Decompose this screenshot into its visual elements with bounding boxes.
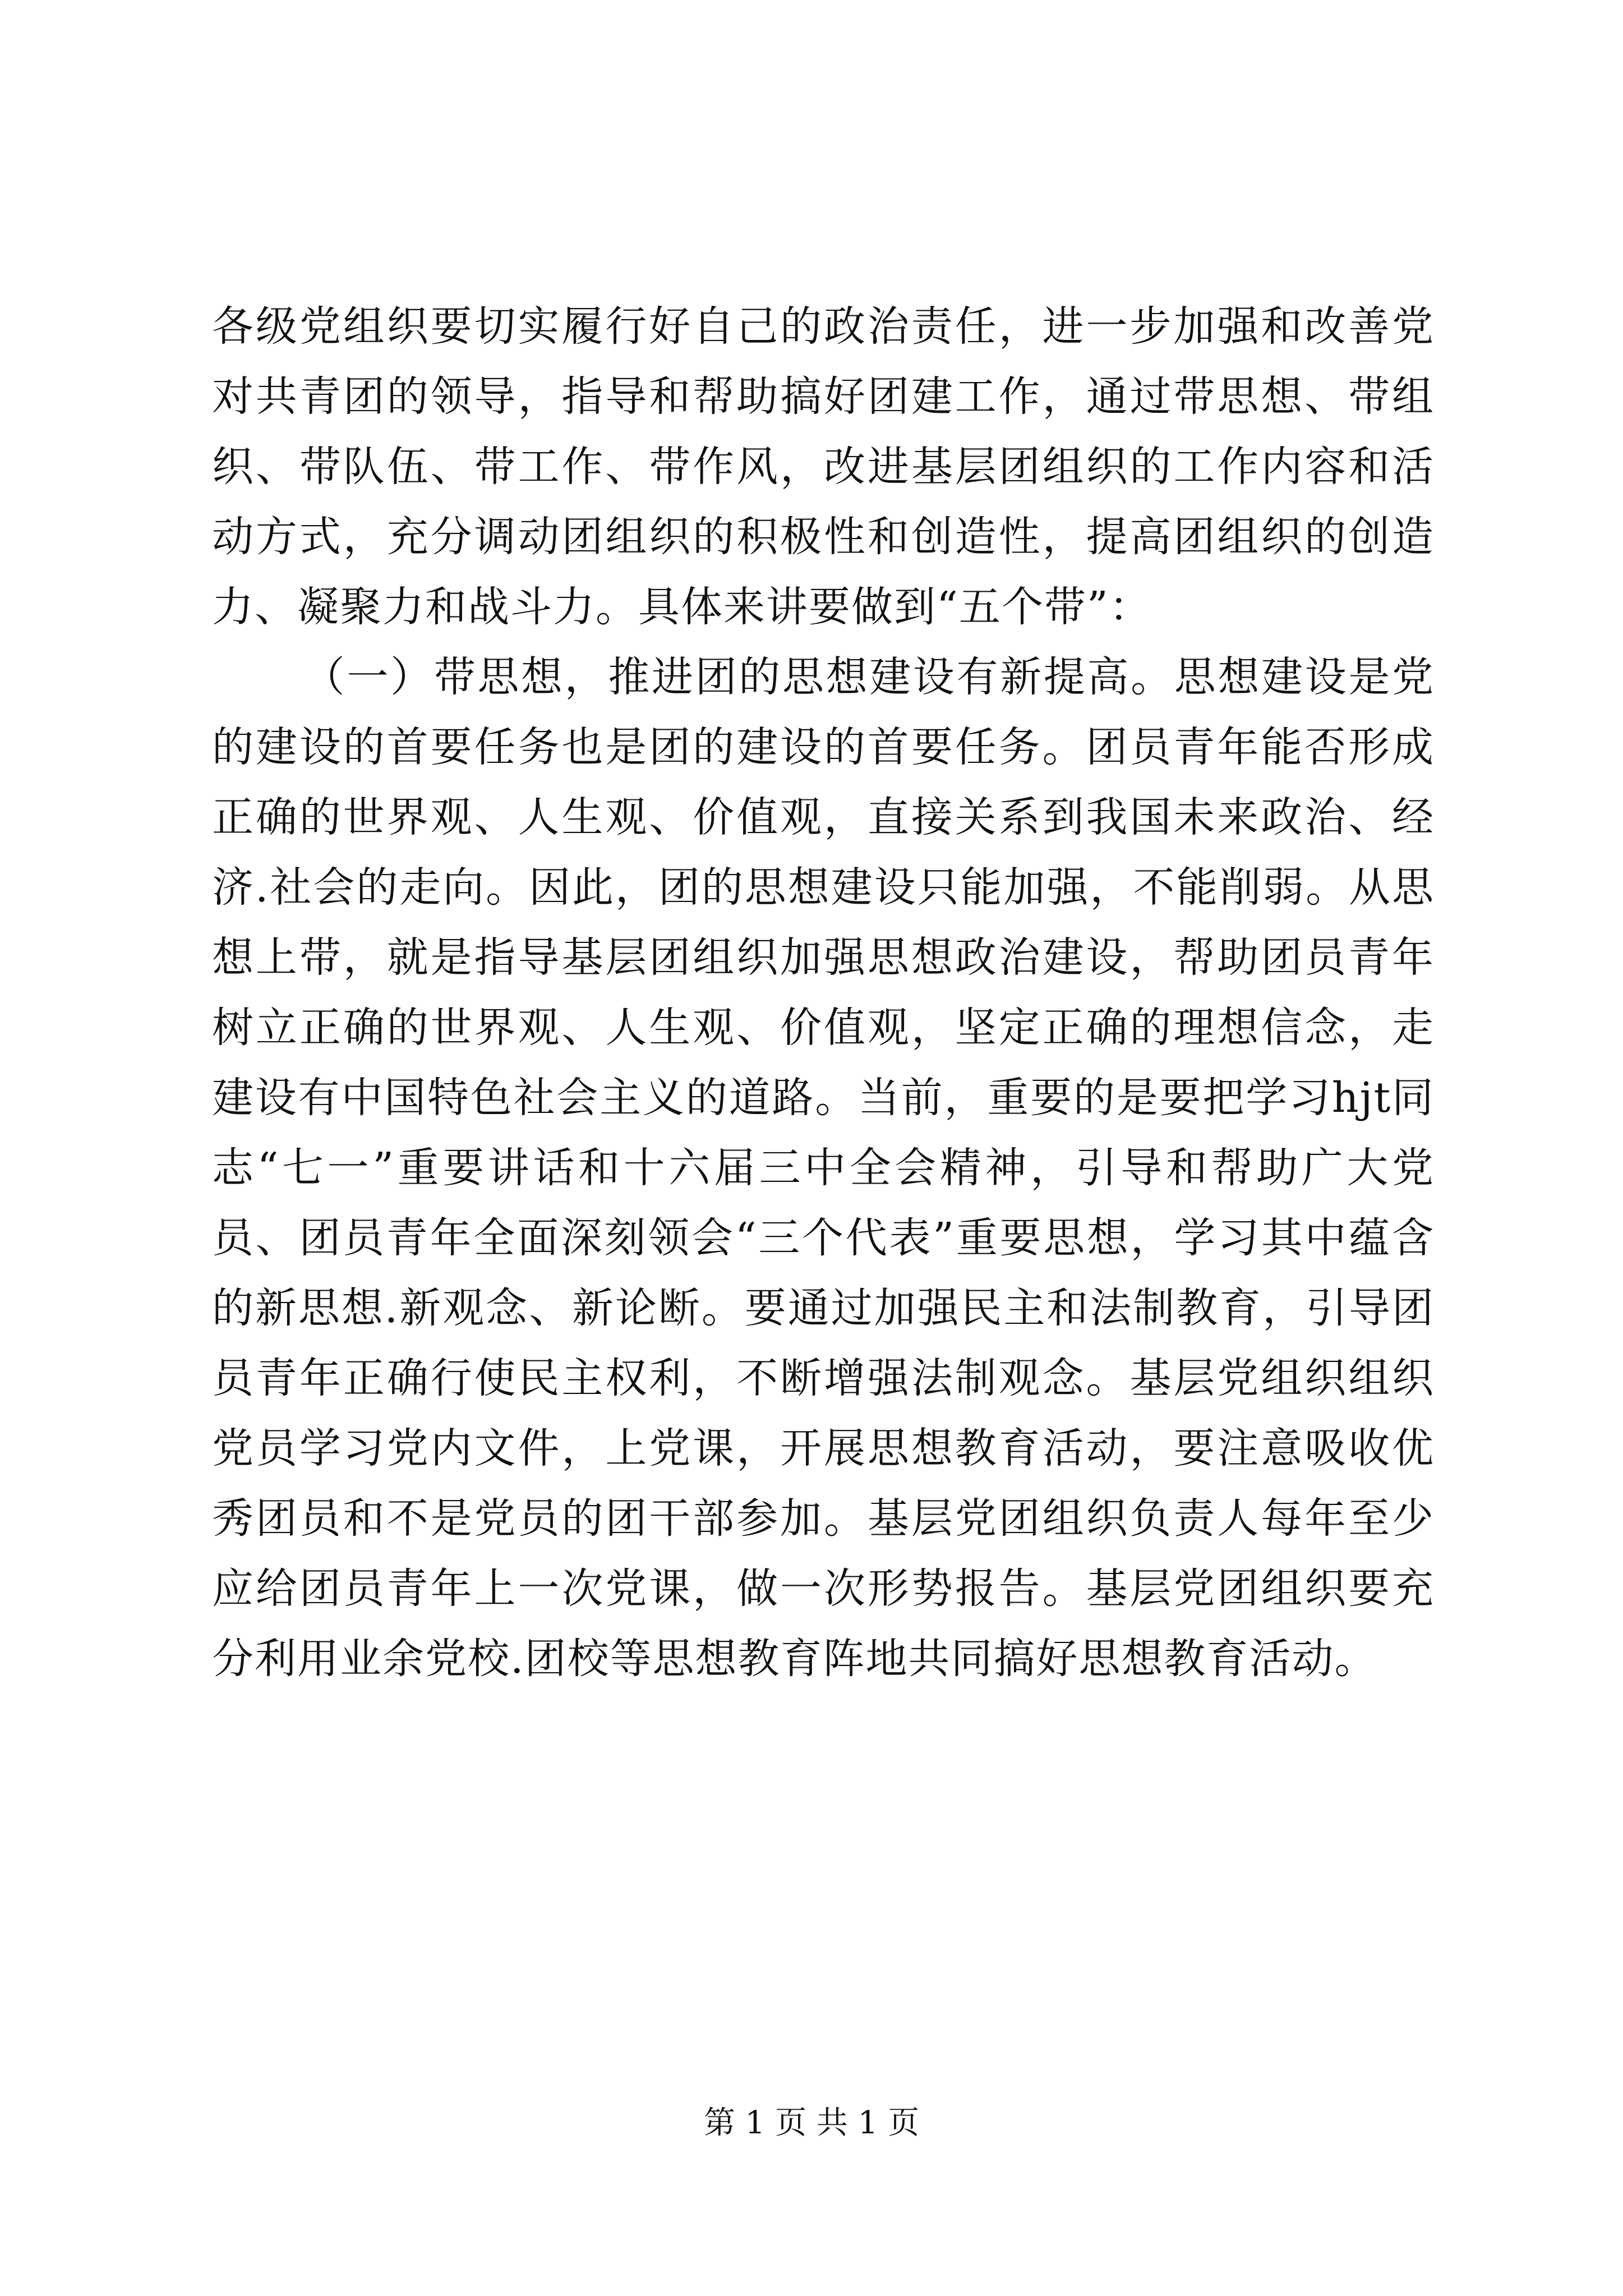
- document-body: [212, 292, 1435, 1694]
- paragraph-section-1: （一）带思想，推进团的思想建设有新提高。思想建设是党的建设的首要任务也是团的建设的首要任务。团员青年能否形成正确的世界观、人生观、价值观，直接关系到我国未来政治、经济.社会的走向。因此，团的思想建设只能加强，不能削弱。从思想上带，就是指导基层团组织加强思想政治建设，帮助团员青年树立正确的世界观、人生观、价值观，坚定正确的理想信念，走建设有中国特色社会主义的道路。当前，重要的是要把学习hjt同志“七一”重要讲话和十六届三中全会精神，引导和帮助广大党员、团员青年全面深刻领会“三个代表”重要思想，学习其中蕴含的新思想.新观念、新论断。要通过加强民主和法制教育，引导团员青年正确行使民主权利，不断增强法制观念。基层党组织组织党员学习党内文件，上党课，开展思想教育活动，要注意吸收优秀团员和不是党员的团干部参加。基层党团组织负责人每年至少应给团员青年上一次党课，做一次形势报告。基层党团组织要充分利用业余党校.团校等思想教育阵地共同搞好思想教育活动。: [212, 653, 1435, 1683]
- paragraph-intro: 各级党组织要切实履行好自己的政治责任，进一步加强和改善党对共青团的领导，指导和帮助搞好团建工作，通过带思想、带组织、带队伍、带工作、带作风，改进基层团组织的工作内容和活动方式，充分调动团组织的积极性和创造性，提高团组织的创造力、凝聚力和战斗力。具体来讲要做到“五个带”：: [212, 302, 1435, 631]
- page-footer: 第 1 页 共 1 页: [703, 2105, 920, 2141]
